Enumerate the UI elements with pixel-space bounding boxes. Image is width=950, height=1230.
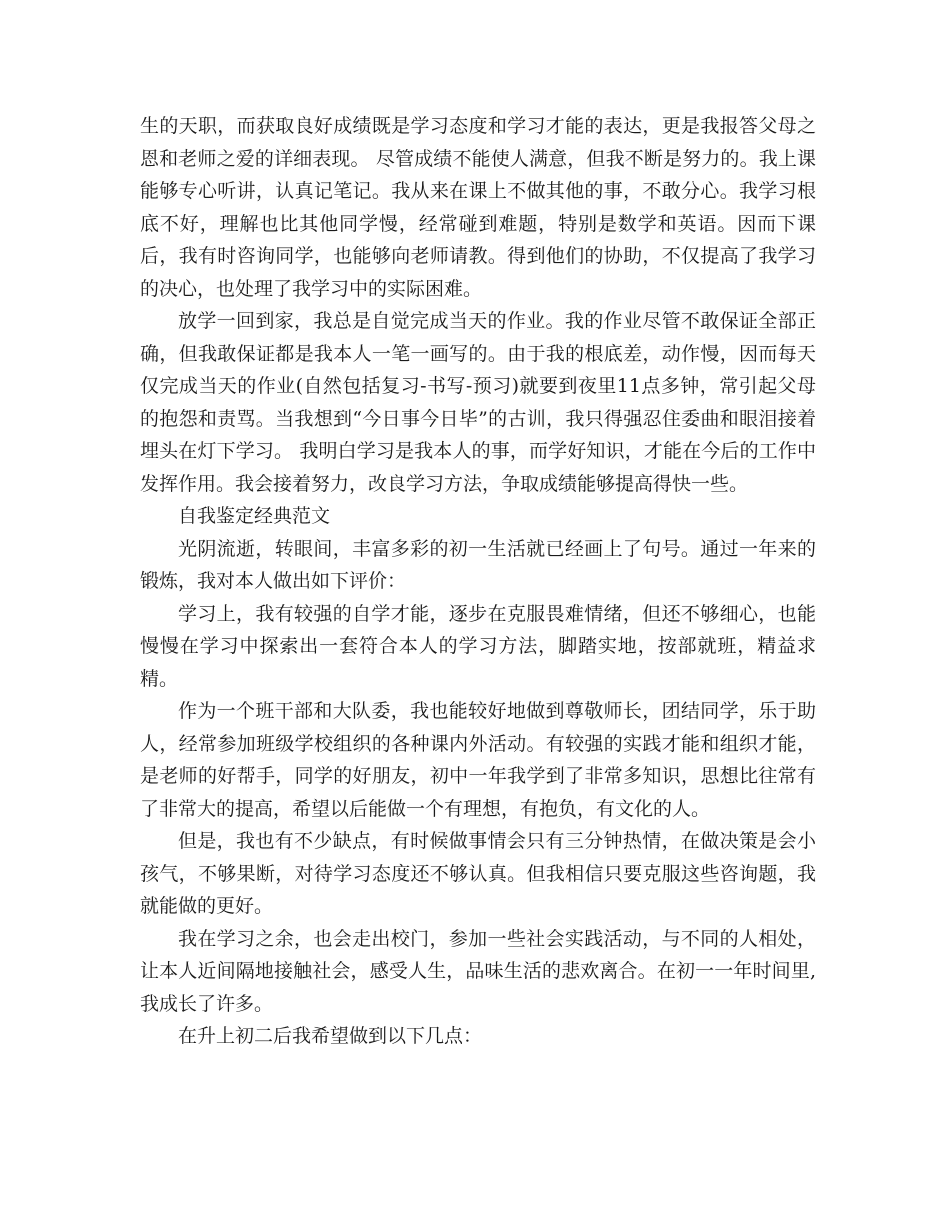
paragraph-goals: 在升上初二后我希望做到以下几点： — [178, 1025, 483, 1047]
paragraph-social-practice: 我在学习之余，也会走出校门，参加一些社会实践活动，与不同的人相处，让本人近间隔地接触社会，感受人生，品味生活的悲欢离合。在初一一年时间里,我成长了许多。 — [140, 927, 816, 1015]
paragraph-shortcomings: 但是，我也有不少缺点，有时候做事情会只有三分钟热情，在做决策是会小孩气，不够果断，对待学习态度还不够认真。但我相信只要克服这些咨询题，我就能做的更好。 — [140, 830, 816, 917]
paragraph-learning: 学习上，我有较强的自学才能，逐步在克服畏难情绪，但还不够细心，也能慢慢在学习中探索出一套符合本人的学习方法，脚踏实地，按部就班，精益求精。 — [140, 602, 816, 690]
paragraph-class-cadre: 作为一个班干部和大队委，我也能较好地做到尊敬师长，团结同学，乐于助人，经常参加班级学校组织的各种课内外活动。有较强的实践才能和组织才能，是老师的好帮手，同学的好朋友，初中一年我学到了非常多知识，思想比往常有了非常大的提高，希望以后能做一个有理想，有抱负，有文化的人。 — [140, 700, 816, 820]
paragraph-homework: 放学一回到家，我总是自觉完成当天的作业。我的作业尽管不敢保证全部正确，但我敢保证都是我本人一笔一画写的。由于我的根底差，动作慢，因而每天仅完成当天的作业(自然包括复习-书写-预习)就要到夜里11点多钟，常引起父母的抱怨和责骂。当我想到“今日事今日毕”的古训，我只得强忍住委曲和眼泪接着埋头在灯下学习。 我明白学习是我本人的事，而学好知识，才能在今后的工作中发挥作用。我会接着努力，改良学习方法，争取成绩能够提高得快一些。 — [140, 310, 816, 495]
section-heading: 自我鉴定经典范文 — [178, 505, 331, 527]
paragraph-intro: 光阴流逝，转眼间，丰富多彩的初一生活就已经画上了句号。通过一年来的锻炼，我对本人做出如下评价： — [140, 537, 816, 592]
document-body — [140, 110, 816, 1053]
paragraph-study-attitude: 生的天职，而获取良好成绩既是学习态度和学习才能的表达，更是我报答父母之恩和老师之爱的详细表现。 尽管成绩不能使人满意，但我不断是努力的。我上课能够专心听讲，认真记笔记。我从来在课上不做其他的事，不敢分心。我学习根底不好，理解也比其他同学慢，经常碰到难题，特别是数学和英语。因而下课后，我有时咨询同学，也能够向老师请教。得到他们的协助，不仅提高了我学习的决心，也处理了我学习中的实际困难。 — [140, 115, 816, 300]
